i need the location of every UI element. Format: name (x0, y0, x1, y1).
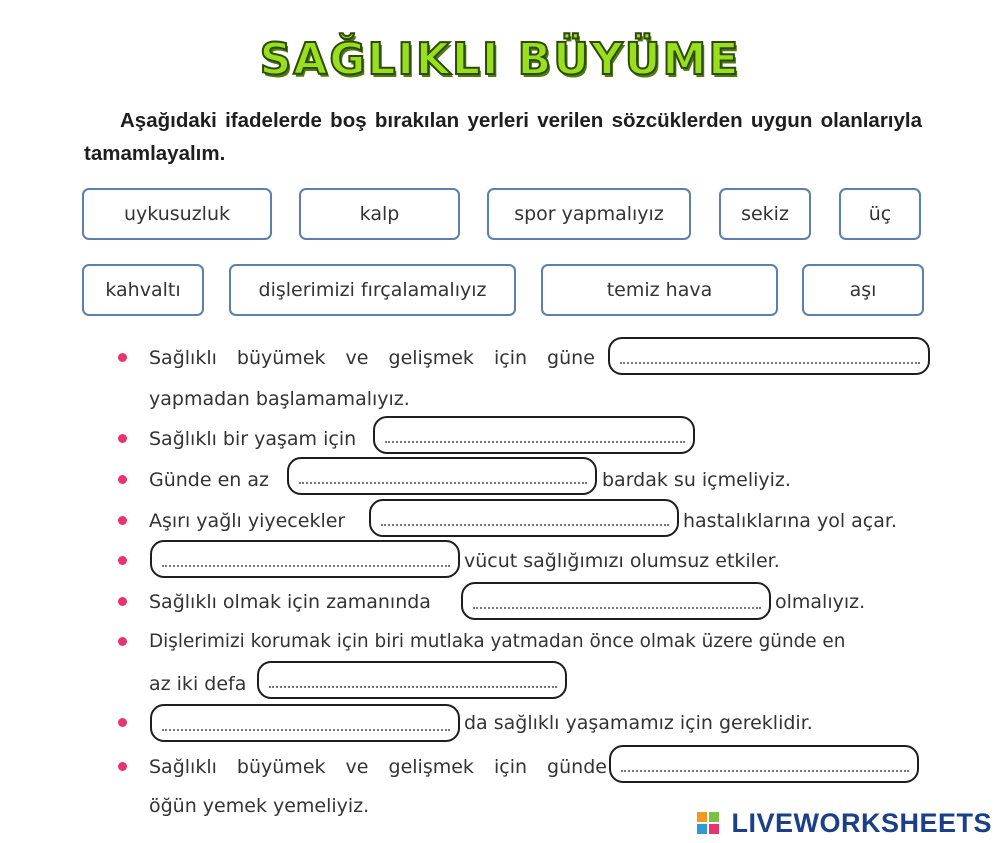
bullet (118, 434, 127, 443)
answer-blank[interactable] (287, 457, 597, 495)
liveworksheets-logo-icon (697, 812, 719, 834)
sentence-text: olmalıyız. (775, 591, 866, 613)
sentence-text: hastalıklarına yol açar. (683, 510, 898, 532)
instructions: Aşağıdaki ifadelerde boş bırakılan yerleri verilen sözcüklerden uygun olanlarıyla tamamlayalım. (84, 109, 922, 165)
answer-blank[interactable] (150, 704, 460, 742)
sentence-text: bardak su içmeliyiz. (602, 469, 791, 491)
page-title: SAĞLIKLI BÜYÜME (259, 34, 741, 85)
word-chip[interactable]: temiz hava (541, 264, 778, 316)
answer-blank[interactable] (150, 540, 460, 578)
brand-wordmark[interactable]: LIVEWORKSHEETS (731, 808, 992, 838)
word-chip[interactable]: kalp (299, 188, 460, 240)
sentence-text: vücut sağlığımızı olumsuz etkiler. (464, 550, 780, 572)
sentence-text: yapmadan başlamamalıyız. (149, 388, 410, 410)
sentence-text: da sağlıklı yaşamamız için gereklidir. (464, 712, 813, 734)
word-chip[interactable]: uykusuzluk (82, 188, 272, 240)
bullet (118, 516, 127, 525)
bullet (118, 475, 127, 484)
sentence-text: Sağlıklı bir yaşam için (149, 428, 357, 450)
sentence-text: Dişlerimizi korumak için biri mutlaka yatmadan önce olmak üzere günde en (149, 631, 846, 652)
sentence-text: öğün yemek yemeliyiz. (149, 795, 370, 817)
word-chip[interactable]: dişlerimizi fırçalamalıyız (229, 264, 516, 316)
answer-blank[interactable] (609, 745, 919, 783)
sentence-text: Sağlıklı büyümek ve gelişmek için günde (149, 756, 607, 778)
sentence-text: Sağlıklı büyümek ve gelişmek için güne (149, 347, 595, 369)
word-chip[interactable]: üç (839, 188, 921, 240)
bullet (118, 718, 127, 727)
answer-blank[interactable] (257, 661, 567, 699)
bullet (118, 637, 127, 646)
sentence-text: az iki defa (149, 673, 247, 695)
bullet (118, 762, 127, 771)
answer-blank[interactable] (369, 499, 679, 537)
word-chip[interactable]: sekiz (719, 188, 811, 240)
sentence-text: Aşırı yağlı yiyecekler (149, 510, 346, 532)
bullet (118, 353, 127, 362)
word-chip[interactable]: spor yapmalıyız (487, 188, 691, 240)
answer-blank[interactable] (373, 416, 695, 454)
sentence-text: Sağlıklı olmak için zamanında (149, 591, 431, 613)
answer-blank[interactable] (461, 582, 771, 620)
answer-blank[interactable] (608, 337, 930, 375)
word-chip[interactable]: kahvaltı (82, 264, 204, 316)
sentence-text: Günde en az (149, 469, 269, 491)
word-chip[interactable]: aşı (802, 264, 924, 316)
bullet (118, 556, 127, 565)
bullet (118, 597, 127, 606)
